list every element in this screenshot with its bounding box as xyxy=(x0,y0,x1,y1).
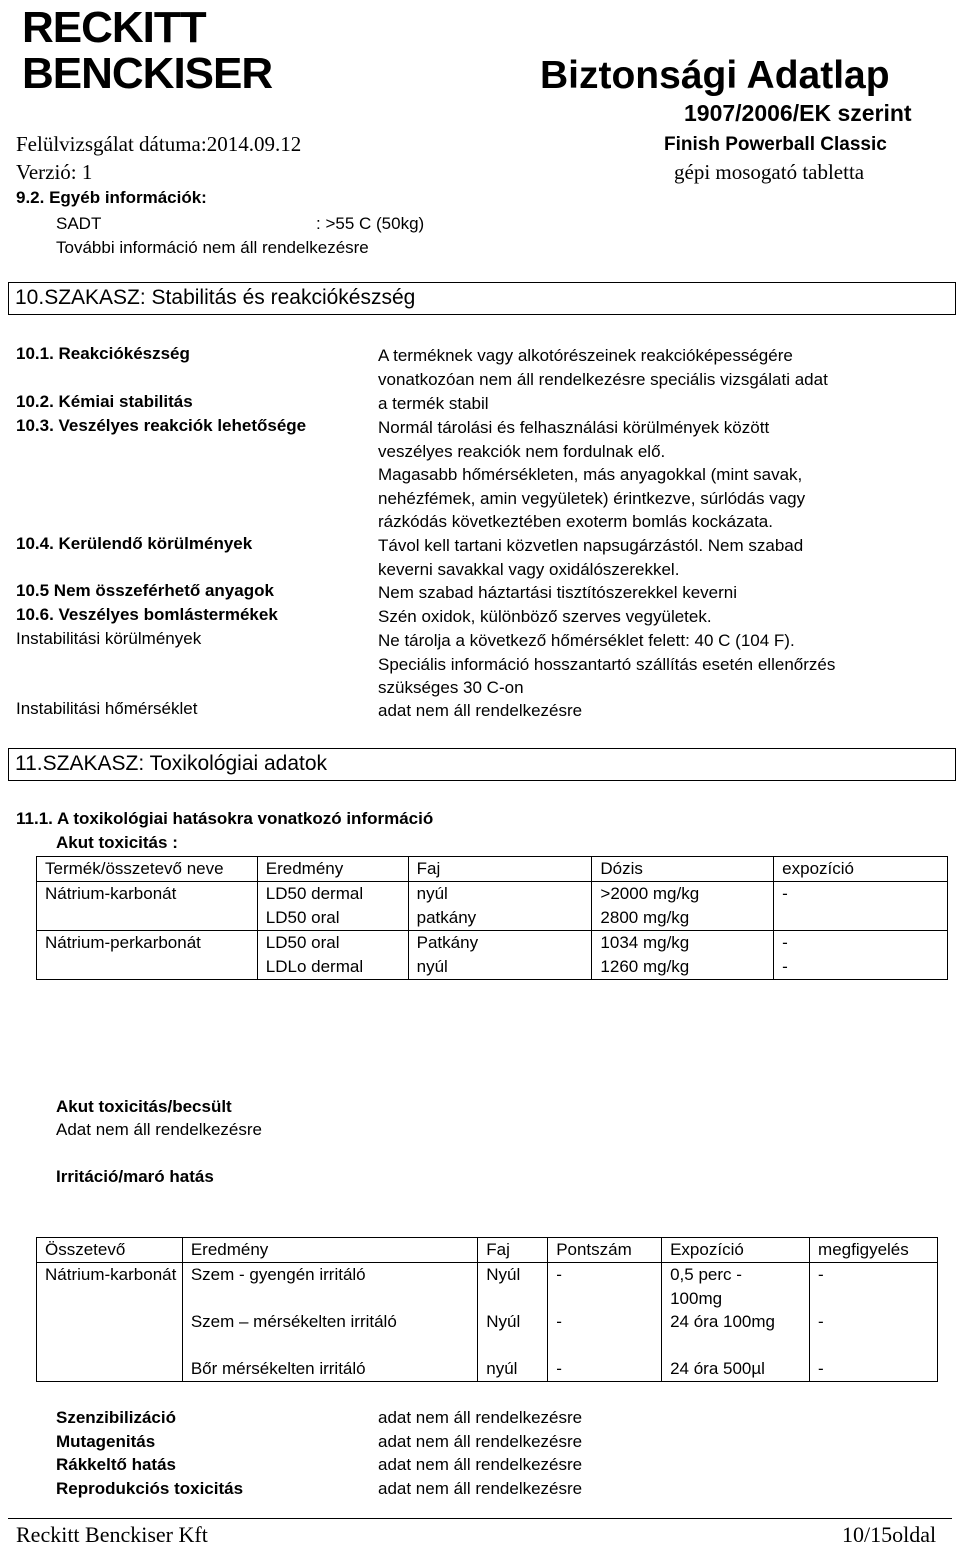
effect-value: adat nem áll rendelkezésre xyxy=(378,1408,583,1427)
table-header-row xyxy=(37,857,948,882)
header-cell: Faj xyxy=(408,857,592,882)
product-name: Finish Powerball Classic xyxy=(664,134,887,155)
species-cell xyxy=(478,1263,548,1382)
result-value: LD50 dermal xyxy=(265,884,364,903)
table-row xyxy=(37,882,948,931)
sec10-value-3 xyxy=(378,416,805,534)
header-cell: expozíció xyxy=(774,857,948,882)
exposure-value: - xyxy=(782,884,788,903)
result-cell xyxy=(182,1263,477,1382)
observation-value: - xyxy=(818,1312,824,1331)
sec10-label-4: 10.4. Kerülendő körülmények xyxy=(16,534,253,553)
sec10-label-5: 10.5 Nem összeférhető anyagok xyxy=(16,581,274,600)
header-cell: Expozíció xyxy=(662,1238,810,1263)
species-value: patkány xyxy=(416,908,477,927)
table-row xyxy=(37,931,948,980)
sec10-value-3-line: Magasabb hőmérsékleten, más anyagokkal (mint savak, xyxy=(378,465,803,484)
effect-label: Rákkeltő hatás xyxy=(56,1455,176,1474)
header-cell: Termék/összetevő neve xyxy=(37,857,258,882)
score-value: - xyxy=(556,1359,562,1378)
header-cell: Faj xyxy=(478,1238,548,1263)
exposure-value: 24 óra 500µl xyxy=(670,1359,765,1378)
species-value: nyúl xyxy=(486,1359,518,1378)
effect-value: adat nem áll rendelkezésre xyxy=(378,1455,583,1474)
header-cell: megfigyelés xyxy=(810,1238,938,1263)
species-value: Nyúl xyxy=(486,1265,521,1284)
sec10-value-2: a termék stabil xyxy=(378,394,489,413)
component-name: Nátrium-perkarbonát xyxy=(37,931,258,980)
sec10-value-3-line: veszélyes reakciók nem fordulnak elő. xyxy=(378,441,666,461)
sec10-value-8: adat nem áll rendelkezésre xyxy=(378,701,583,720)
score-cell xyxy=(548,1263,662,1382)
effect-value: adat nem áll rendelkezésre xyxy=(378,1478,583,1498)
other-effects-values xyxy=(378,1406,582,1500)
exposure-value: - xyxy=(782,933,788,952)
sec10-value-7-line: szükséges 30 C-on xyxy=(378,678,524,697)
version: Verzió: 1 xyxy=(16,160,93,184)
table-row xyxy=(37,1263,938,1382)
dose-value: 1260 mg/kg xyxy=(600,957,690,976)
section-11-1-heading: 11.1. A toxikológiai hatásokra vonatkozó információ xyxy=(16,809,434,828)
section-11-title: 11.SZAKASZ: Toxikológiai adatok xyxy=(15,752,328,775)
sec10-label-2: 10.2. Kémiai stabilitás xyxy=(16,392,193,411)
logo-line-2: BENCKISER xyxy=(22,49,273,98)
exposure-cell xyxy=(662,1263,810,1382)
section-11-titlebar xyxy=(8,748,956,781)
sec9-note: További információ nem áll rendelkezésre xyxy=(56,238,369,257)
footer-divider xyxy=(8,1518,952,1519)
effect-value: adat nem áll rendelkezésre xyxy=(378,1431,583,1451)
result-value: LD50 oral xyxy=(265,933,340,952)
sec10-value-3-line: nehézfémek, amin vegyületek) érintkezve, súrlódás vagy xyxy=(378,488,806,508)
logo-line-1: RECKITT xyxy=(22,3,206,52)
document-title: Biztonsági Adatlap xyxy=(540,54,890,97)
dose-cell xyxy=(592,882,774,931)
observation-cell xyxy=(810,1263,938,1382)
sec10-value-5: Nem szabad háztartási tisztítószerekkel keverni xyxy=(378,583,738,602)
effect-label: Szenzibilizáció xyxy=(56,1408,176,1427)
sec10-value-1-line: A terméknek vagy alkotórészeinek reakcióképességére xyxy=(378,346,793,365)
score-value: - xyxy=(556,1312,562,1331)
header-cell: Eredmény xyxy=(182,1238,477,1263)
result-value: LD50 oral xyxy=(265,908,340,927)
irritation-table xyxy=(36,1237,938,1382)
section-9-2-heading: 9.2. Egyéb információk: xyxy=(16,188,207,207)
header-cell: Pontszám xyxy=(548,1238,662,1263)
species-value: Patkány xyxy=(416,933,479,952)
effect-label: Reprodukciós toxicitás xyxy=(56,1478,244,1498)
dose-cell xyxy=(592,931,774,980)
observation-value: - xyxy=(818,1359,824,1378)
result-cell xyxy=(257,931,408,980)
exposure-cell xyxy=(774,931,948,980)
species-value: nyúl xyxy=(416,884,448,903)
sec10-label-1: 10.1. Reakciókészség xyxy=(16,344,190,363)
result-value: Szem - gyengén irritáló xyxy=(190,1265,366,1284)
species-value: nyúl xyxy=(416,957,448,976)
sec10-value-4-line: keverni savakkal vagy oxidálószerekkel. xyxy=(378,559,680,579)
footer-page: 10/15oldal xyxy=(842,1522,937,1547)
effect-label: Mutagenitás xyxy=(56,1431,156,1451)
product-description: gépi mosogató tabletta xyxy=(674,160,865,184)
regulation: 1907/2006/EK szerint xyxy=(684,100,912,126)
section-10-title: 10.SZAKASZ: Stabilitás és reakciókészség xyxy=(15,286,416,309)
result-value: Szem – mérsékelten irritáló xyxy=(190,1312,397,1331)
acute-toxicity-table xyxy=(36,856,948,980)
observation-value: - xyxy=(818,1265,824,1284)
sadt-label: SADT xyxy=(56,214,102,233)
sec10-value-3-line: rázkódás következtében exoterm bomlás kockázata. xyxy=(378,512,773,531)
species-cell xyxy=(408,882,592,931)
result-cell xyxy=(257,882,408,931)
sadt-value: : >55 C (50kg) xyxy=(316,214,425,233)
acute-estimated-heading: Akut toxicitás/becsült xyxy=(56,1097,232,1116)
species-value: Nyúl xyxy=(486,1312,521,1331)
header-cell: Dózis xyxy=(592,857,774,882)
exposure-value: 0,5 perc - 100mg xyxy=(670,1265,742,1308)
other-effects-labels xyxy=(56,1406,243,1500)
irritation-heading: Irritáció/maró hatás xyxy=(56,1167,214,1186)
footer-company: Reckitt Benckiser Kft xyxy=(16,1522,208,1547)
sec10-value-6: Szén oxidok, különböző szerves vegyületek. xyxy=(378,607,712,626)
exposure-value: 24 óra 100mg xyxy=(670,1312,775,1331)
sec10-value-7 xyxy=(378,629,835,700)
sec10-label-8: Instabilitási hőmérséklet xyxy=(16,699,198,718)
sec10-label-7: Instabilitási körülmények xyxy=(16,629,202,648)
sec10-value-7-line: Ne tárolja a következő hőmérséklet felett: 40 C (104 F). xyxy=(378,631,795,650)
sec10-value-3-line: Normál tárolási és felhasználási körülmények között xyxy=(378,418,770,437)
score-value: - xyxy=(556,1265,562,1284)
exposure-cell xyxy=(774,882,948,931)
sec10-value-4-line: Távol kell tartani közvetlen napsugárzástól. Nem szabad xyxy=(378,536,804,555)
sec10-value-1-line: vonatkozóan nem áll rendelkezésre speciális vizsgálati adat xyxy=(378,369,828,389)
dose-value: 1034 mg/kg xyxy=(600,933,690,952)
sec10-label-6: 10.6. Veszélyes bomlástermékek xyxy=(16,605,278,624)
component-name: Nátrium-karbonát xyxy=(37,882,258,931)
component-name: Nátrium-karbonát xyxy=(37,1263,183,1382)
sec10-value-1 xyxy=(378,344,828,391)
dose-value: >2000 mg/kg xyxy=(600,884,700,903)
section-10-titlebar xyxy=(8,282,956,315)
company-logo xyxy=(22,3,273,98)
header-cell: Összetevő xyxy=(37,1238,183,1263)
review-date: Felülvizsgálat dátuma:2014.09.12 xyxy=(16,132,302,156)
table-header-row xyxy=(37,1238,938,1263)
result-value: LDLo dermal xyxy=(265,957,364,976)
sec10-value-7-line: Speciális információ hosszantartó szállítás esetén ellenőrzés xyxy=(378,654,836,674)
sec10-value-4 xyxy=(378,534,803,581)
acute-estimated-value: Adat nem áll rendelkezésre xyxy=(56,1120,263,1139)
exposure-value: - xyxy=(782,957,788,976)
dose-value: 2800 mg/kg xyxy=(600,908,690,927)
sec10-label-3: 10.3. Veszélyes reakciók lehetősége xyxy=(16,416,307,435)
acute-toxicity-heading: Akut toxicitás : xyxy=(56,833,178,852)
result-value: Bőr mérsékelten irritáló xyxy=(190,1359,366,1378)
species-cell xyxy=(408,931,592,980)
header-cell: Eredmény xyxy=(257,857,408,882)
